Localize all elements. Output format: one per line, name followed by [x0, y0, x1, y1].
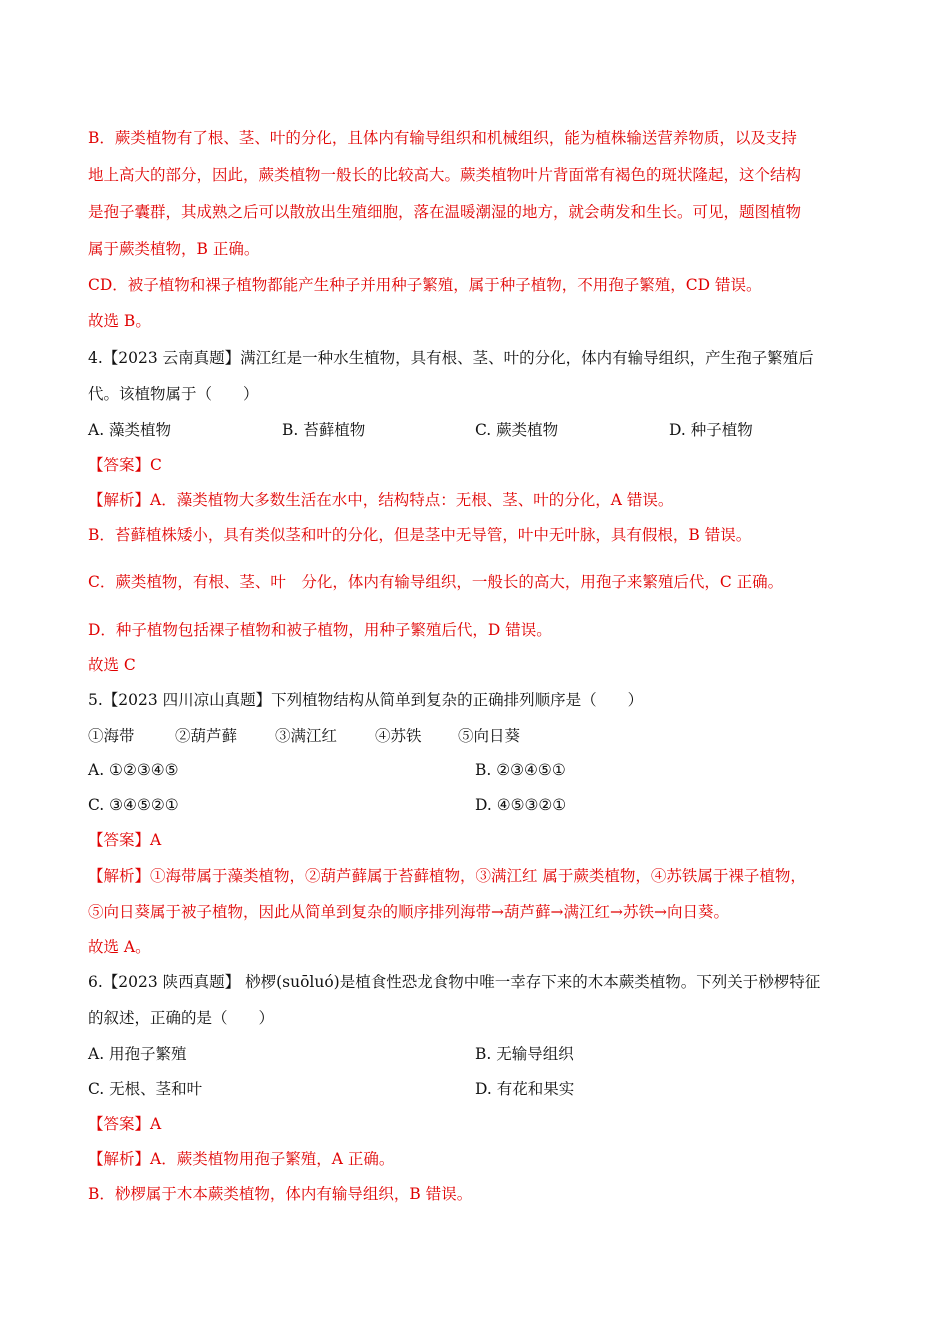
q5-stem: 5.【2023 四川凉山真题】下列植物结构从简单到复杂的正确排列顺序是（ ） — [88, 691, 644, 709]
q5-item-4: ④苏铁 — [375, 727, 422, 745]
q4-stem-line-2: 代。该植物属于（ ） — [88, 385, 259, 403]
q5-option-b: B. ②③④⑤① — [475, 761, 566, 779]
q3-conclusion: 故选 B。 — [88, 312, 151, 330]
q3-analysis-cd: CD．被子植物和裸子植物都能产生种子并用种子繁殖，属于种子植物，不用孢子繁殖，CD 错误。 — [88, 276, 762, 294]
q4-analysis-line-2: B．苔藓植株矮小，具有类似茎和叶的分化，但是茎中无导管，叶中无叶脉，具有假根，B 错误。 — [88, 526, 752, 544]
q6-analysis-line-2: B．桫椤属于木本蕨类植物，体内有输导组织，B 错误。 — [88, 1185, 473, 1203]
q6-stem-line-1: 6.【2023 陕西真题】 桫椤(suōluó)是植食性恐龙食物中唯一幸存下来的木本蕨类植物。下列关于桫椤特征 — [88, 973, 821, 991]
q3-analysis-b-line-4: 属于蕨类植物，B 正确。 — [88, 240, 260, 258]
q5-option-a: A. ①②③④⑤ — [88, 761, 179, 779]
q5-item-2: ②葫芦藓 — [175, 727, 238, 745]
q3-analysis-b-line-2: 地上高大的部分，因此，蕨类植物一般长的比较高大。蕨类植物叶片背面常有褐色的斑状隆起，这个结构 — [88, 166, 802, 184]
q5-conclusion: 故选 A。 — [88, 938, 151, 956]
q4-option-a: A. 藻类植物 — [88, 421, 172, 439]
q6-option-d: D. 有花和果实 — [475, 1080, 575, 1098]
q5-analysis-line-2: ⑤向日葵属于被子植物，因此从简单到复杂的顺序排列海带→葫芦藓→满江红→苏铁→向日葵。 — [88, 903, 729, 921]
q5-option-d: D. ④⑤③②① — [475, 796, 567, 814]
q5-item-1: ①海带 — [88, 727, 135, 745]
q4-option-d: D. 种子植物 — [669, 421, 753, 439]
q4-analysis-line-3: C．蕨类植物，有根、茎、叶 分化，体内有输导组织，一般长的高大，用孢子来繁殖后代，C 正确。 — [88, 573, 784, 591]
q6-option-b: B. 无输导组织 — [475, 1045, 574, 1063]
q6-analysis-line-1: 【解析】A．蕨类植物用孢子繁殖，A 正确。 — [88, 1150, 395, 1168]
q3-analysis-b-line-3: 是孢子囊群，其成熟之后可以散放出生殖细胞，落在温暖潮湿的地方，就会萌发和生长。可见，题图植物 — [88, 203, 802, 221]
q4-answer: 【答案】C — [88, 456, 162, 474]
q5-answer: 【答案】A — [88, 831, 162, 849]
q5-option-c: C. ③④⑤②① — [88, 796, 179, 814]
q3-analysis-b-line-1: B．蕨类植物有了根、茎、叶的分化，且体内有输导组织和机械组织，能为植株输送营养物质，以及支持 — [88, 129, 797, 147]
q4-option-c: C. 蕨类植物 — [475, 421, 559, 439]
q5-item-5: ⑤向日葵 — [458, 727, 521, 745]
q4-conclusion: 故选 C — [88, 656, 136, 674]
q4-analysis-line-4: D．种子植物包括裸子植物和被子植物，用种子繁殖后代，D 错误。 — [88, 621, 552, 639]
q5-analysis-line-1: 【解析】①海带属于藻类植物，②葫芦藓属于苔藓植物，③满江红 属于蕨类植物，④苏铁属于裸子植物， — [88, 867, 806, 885]
q4-option-b: B. 苔藓植物 — [282, 421, 366, 439]
q6-answer: 【答案】A — [88, 1115, 162, 1133]
q6-option-c: C. 无根、茎和叶 — [88, 1080, 203, 1098]
q6-stem-line-2: 的叙述，正确的是（ ） — [88, 1009, 275, 1027]
q4-stem-line-1: 4.【2023 云南真题】满江红是一种水生植物，具有根、茎、叶的分化，体内有输导组织，产生孢子繁殖后 — [88, 349, 814, 367]
q4-analysis-line-1: 【解析】A．藻类植物大多数生活在水中，结构特点：无根、茎、叶的分化，A 错误。 — [88, 491, 674, 509]
q5-item-3: ③满江红 — [275, 727, 338, 745]
q6-option-a: A. 用孢子繁殖 — [88, 1045, 187, 1063]
